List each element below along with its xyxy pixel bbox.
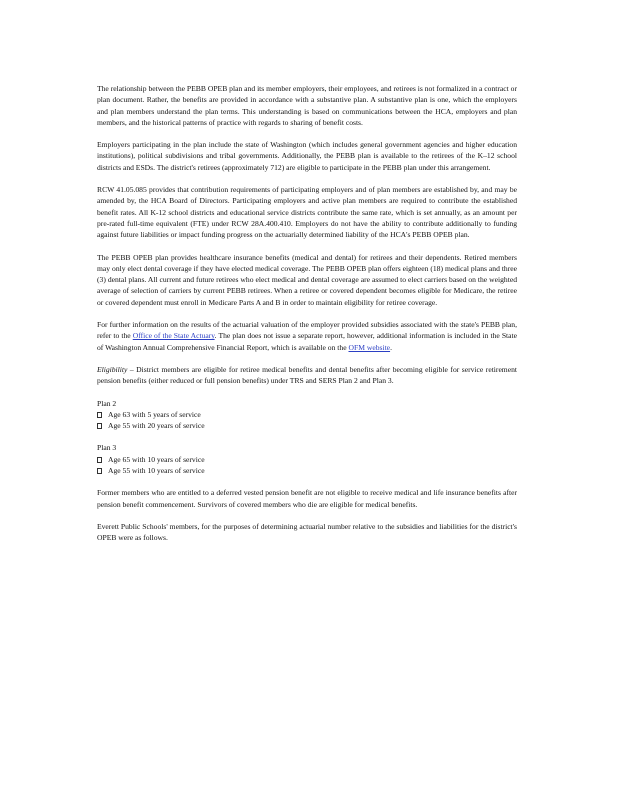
eligibility-heading: Eligibility (97, 364, 128, 374)
bullet-icon (97, 457, 102, 463)
paragraph-rcw-contributions: RCW 41.05.085 provides that contribution requirements of participating employers and of plan members are established by, and may be amended by, the HCA Board of Directors. Participating employers and active plan members are required to contribute the established benefit rates. All K-12 school districts and educational service districts contribute the same rate, which is set annually, as an amount per pre-rated full-time equivalent (FTE) under RCW 28A.400.410. Employers do not have the ability to contribute additionally to funding against future liabilities or impact funding progress on the actuarially determined liability of the HCA's PEBB OPEB plan. (97, 185, 517, 240)
list-item: Age 63 with 5 years of service (97, 409, 517, 420)
plan-2-section (97, 398, 517, 432)
paragraph-participating-employers: Employers participating in the plan include the state of Washington (which includes general government agencies and higher education institutions), political subdivisions and tribal governments. Additionally, the PEBB plan is available to the retirees of the K–12 school districts and ESDs. The district's retirees (approximately 712) are eligible to participate in the PEBB plan under this arrangement. (97, 140, 517, 172)
bullet-icon (97, 468, 102, 474)
eligibility-text: – District members are eligible for retiree medical benefits and dental benefits after becoming eligible for service retirement pension benefits (either reduced or full pension benefits) under TRS and SERS Plan 2 and Plan 3. (97, 364, 517, 386)
further-info-text-3: . (390, 342, 392, 352)
further-info-text-1: For further information on the results of the actuarial valuation of the employer provided subsidies associated with the state's PEBB plan, refer to the (97, 320, 517, 341)
office-of-state-actuary-link[interactable]: Office of the State Actuary (132, 331, 215, 341)
paragraph-plan-benefits: The PEBB OPEB plan provides healthcare insurance benefits (medical and dental) for retirees and their dependents. Retired members may only elect dental coverage if they have elected medical coverage. The PEBB OPEB plan offers eighteen (18) medical plans and three (3) dental plans. All current and future retirees who elect medical and dental coverage are assumed to elect carriers based on the weighted average of selection of carriers by current PEBB retirees. When a retiree or covered dependent becomes eligible for Medicare, the retiree or covered dependent must enroll in Medicare Parts A and B in order to maintain eligibility for retiree coverage. (97, 252, 517, 307)
plan-2-label: Plan 2 (97, 398, 117, 408)
ofm-website-link[interactable]: OFM website (348, 342, 391, 352)
further-info-text-2: . The plan does not issue a separate report, however, additional information is included in the State of Washington Annual Comprehensive Financial Report, which is available on the (97, 331, 517, 352)
paragraph-former-members: Former members who are entitled to a deferred vested pension benefit are not eligible to receive medical and life insurance benefits after pension benefit commencement. Survivors of covered members who die are eligible for medical benefits. (97, 488, 517, 509)
document-body (97, 83, 517, 544)
paragraph-further-information (97, 319, 517, 353)
paragraph-substantive-plan: The relationship between the PEBB OPEB plan and its member employers, their employees, and retirees is not formalized in a contract or plan document. Rather, the benefits are provided in accordance with a substantive plan. A substantive plan is one, which the employers and plan members understand the plan terms. This understanding is based on communications between the HCA, employers and plan members, and the historical patterns of practice with regards to sharing of benefit costs. (97, 84, 517, 127)
list-item: Age 55 with 20 years of service (97, 420, 517, 431)
list-item: Age 55 with 10 years of service (97, 465, 517, 476)
plan-3-label: Plan 3 (97, 443, 117, 453)
bullet-icon (97, 423, 102, 429)
plan-3-section (97, 442, 517, 476)
list-item: Age 65 with 10 years of service (97, 454, 517, 465)
bullet-icon (97, 412, 102, 418)
paragraph-everett-members: Everett Public Schools' members, for the purposes of determining actuarial number relative to the subsidies and liabilities for the district's OPEB were as follows. (97, 521, 517, 543)
paragraph-eligibility (97, 364, 517, 387)
